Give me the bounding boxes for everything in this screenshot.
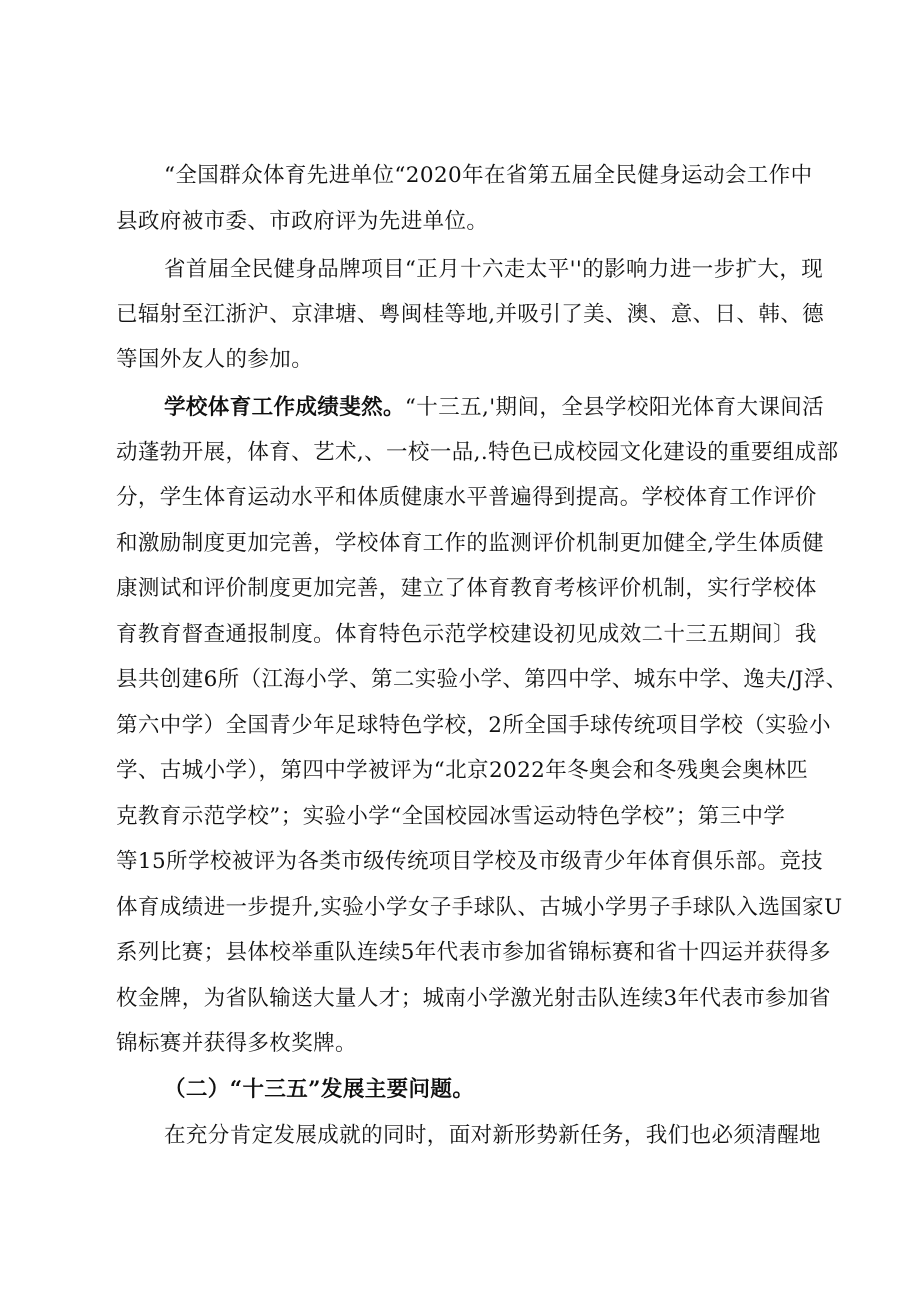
paragraph-3-line-1 bbox=[164, 390, 824, 426]
paragraph-1-line-2: 县政府被市委、市政府评为先进单位。 bbox=[116, 209, 489, 234]
paragraph-3-line-11: 等15所学校被评为各类市级传统项目学校及市级青少年体育俱乐部。竞技 bbox=[116, 849, 824, 874]
paragraph-2-line-2: 已辐射至江浙沪、京津塘、粤闽桂等地,并吸引了美、澳、意、日、韩、德 bbox=[116, 302, 825, 327]
paragraph-3-line-8: 第六中学）全国青少年足球特色学校，2所全国手球传统项目学校（实验小 bbox=[116, 713, 831, 738]
paragraph-3-line-15: 锦标赛并获得多枚奖牌。 bbox=[116, 1031, 357, 1056]
school-sports-heading: 学校体育工作成绩斐然。 bbox=[164, 395, 405, 420]
paragraph-3-line-5: 康测试和评价制度更加完善，建立了体育教育考核评价机制，实行学校体 bbox=[116, 576, 817, 601]
paragraph-3-line-9: 学、古城小学），第四中学被评为“北京2022年冬奥会和冬残奥会奥林匹 bbox=[116, 758, 809, 783]
paragraph-3-line-2: 动蓬勃开展，体育、艺术,、一校一品,.特色已成校园文化建设的重要组成部 bbox=[116, 440, 839, 465]
paragraph-1-line-1: “全国群众体育先进单位“2020年在省第五届全民健身运动会工作中 bbox=[164, 163, 813, 188]
paragraph-2-line-1: 省首届全民健身品牌项目“正月十六走太平''的影响力进一步扩大，现 bbox=[164, 257, 824, 282]
paragraph-3-line-3: 分，学生体育运动水平和体质健康水平普遍得到提高。学校体育工作评价 bbox=[116, 485, 817, 510]
paragraph-3-first-line-text: “十三五,'期间，全县学校阳光体育大课间活 bbox=[404, 395, 825, 420]
paragraph-3-line-6: 育教育督查通报制度。体育特色示范学校建设初见成效二十三五期间〕我 bbox=[116, 622, 817, 647]
paragraph-2-line-3: 等国外友人的参加。 bbox=[116, 347, 314, 372]
paragraph-5-line-1: 在充分肯定发展成就的同时，面对新形势新任务，我们也必须清醒地 bbox=[164, 1123, 822, 1148]
paragraph-3-line-4: 和激励制度更加完善，学校体育工作的监测评价机制更加健全,学生体质健 bbox=[116, 531, 825, 556]
paragraph-3-line-13: 系列比赛；县体校举重队连续5年代表市参加省锦标赛和省十四运并获得多 bbox=[116, 940, 831, 965]
paragraph-3-line-12: 体育成绩进一步提升,实验小学女子手球队、古城小学男子手球队入选国家U bbox=[116, 895, 843, 920]
paragraph-3-line-10: 克教育示范学校”；实验小学“全国校园冰雪运动特色学校”；第三中学 bbox=[116, 804, 786, 829]
section-heading: （二）“十三五”发展主要问题。 bbox=[164, 1077, 475, 1102]
paragraph-3-line-7: 县共创建6所（江海小学、第二实验小学、第四中学、城东中学、逸夫/J浮、 bbox=[116, 667, 848, 692]
paragraph-3-line-14: 枚金牌，为省队输送大量人才；城南小学激光射击队连续3年代表市参加省 bbox=[116, 986, 831, 1011]
